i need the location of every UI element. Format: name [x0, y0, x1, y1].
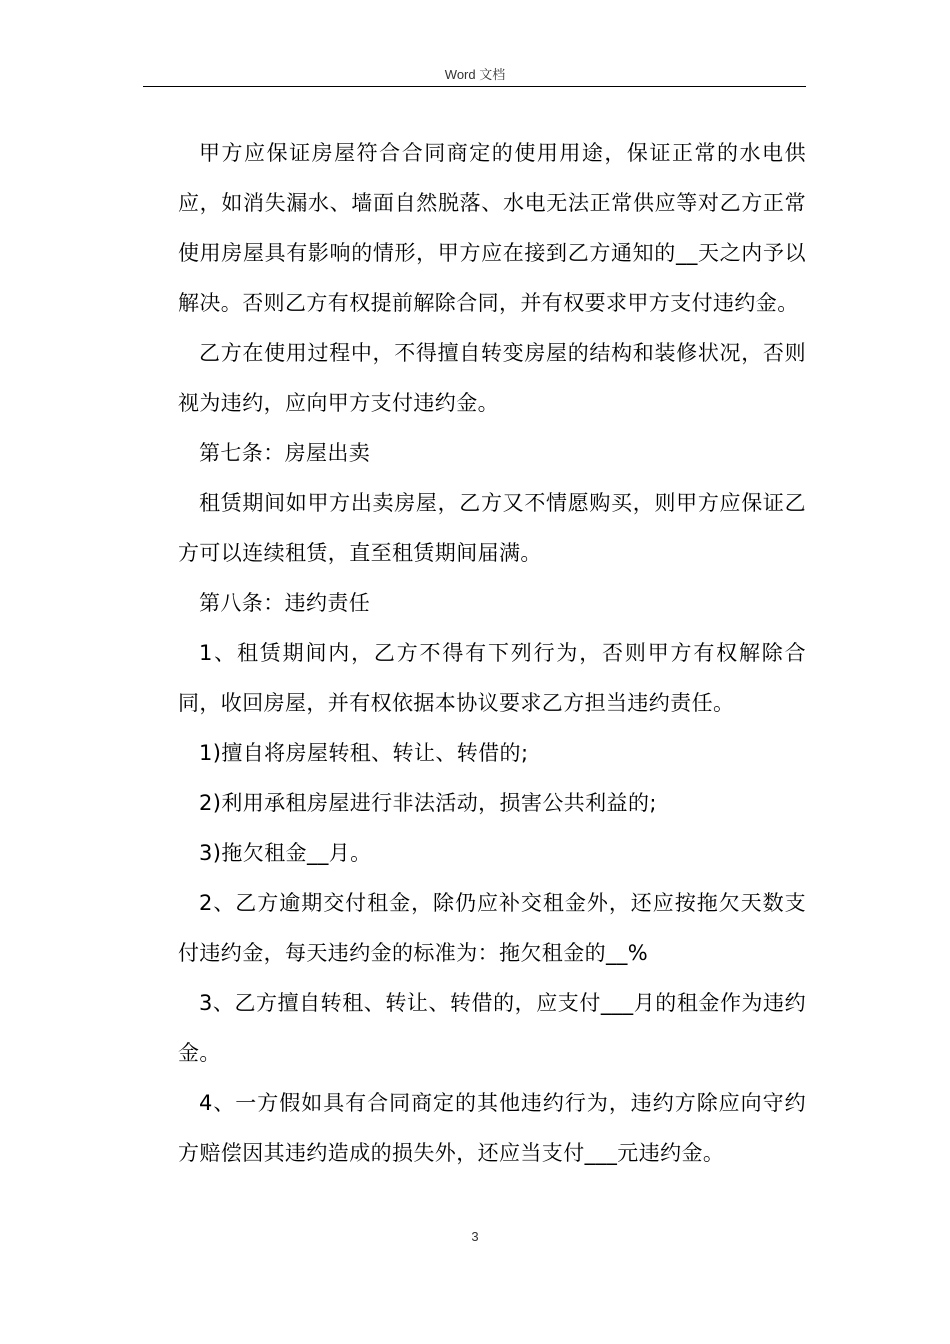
paragraph-house-sale: 租赁期间如甲方出卖房屋，乙方又不情愿购买，则甲方应保证乙方可以连续租赁，直至租赁期间届满。 [178, 491, 806, 565]
article-8-heading: 第八条：违约责任 [199, 591, 371, 615]
clause-1-item-2: 2)利用承租房屋进行非法活动，损害公共利益的; [199, 791, 657, 815]
header-divider [143, 86, 806, 87]
page-number: 3 [471, 1229, 479, 1244]
clause-3: 3、乙方擅自转租、转让、转借的，应支付___月的租金作为违约金。 [178, 991, 806, 1065]
clause-1-item-1: 1)擅自将房屋转租、转让、转借的; [199, 741, 529, 765]
clause-1: 1、租赁期间内，乙方不得有下列行为，否则甲方有权解除合同，收回房屋，并有权依据本协议要求乙方担当违约责任。 [178, 641, 806, 715]
clause-1-item-3: 3)拖欠租金__月。 [199, 841, 372, 865]
article-7-heading: 第七条：房屋出卖 [199, 441, 371, 465]
document-header-label: Word 文档 [444, 67, 506, 82]
paragraph-structure-change: 乙方在使用过程中，不得擅自转变房屋的结构和装修状况，否则视为违约，应向甲方支付违约金。 [178, 341, 806, 415]
paragraph-water-electric-supply: 甲方应保证房屋符合合同商定的使用用途，保证正常的水电供应，如消失漏水、墙面自然脱落、水电无法正常供应等对乙方正常使用房屋具有影响的情形，甲方应在接到乙方通知的__天之内予以解决。否则乙方有权提前解除合同，并有权要求甲方支付违约金。 [178, 141, 806, 315]
clause-2: 2、乙方逾期交付租金，除仍应补交租金外，还应按拖欠天数支付违约金，每天违约金的标准为：拖欠租金的__% [178, 891, 806, 965]
document-body [178, 128, 806, 1178]
clause-4: 4、一方假如具有合同商定的其他违约行为，违约方除应向守约方赔偿因其违约造成的损失外，还应当支付___元违约金。 [178, 1091, 806, 1165]
